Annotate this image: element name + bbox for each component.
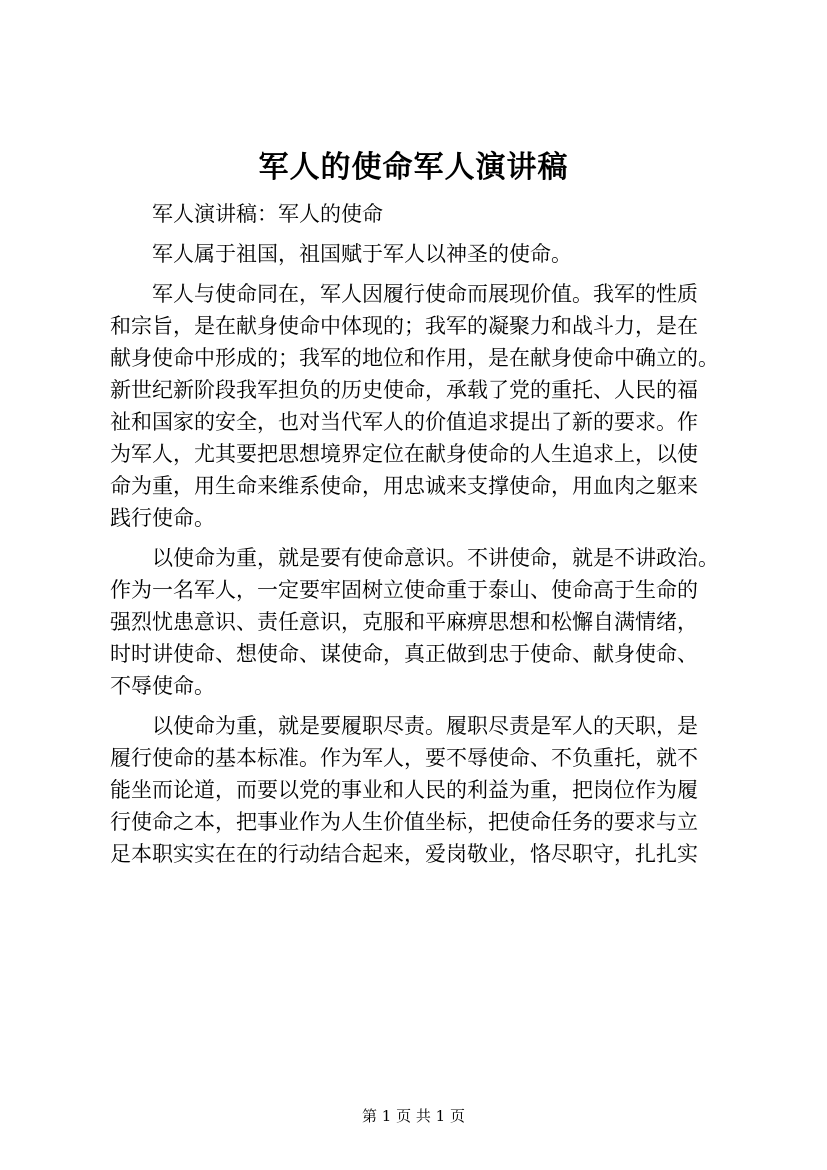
paragraph-line: 军人与使命同在，军人因履行使命而展现价值。我军的性质 <box>152 282 698 306</box>
paragraph-line: 和宗旨，是在献身使命中体现的；我军的凝聚力和战斗力，是在 <box>110 314 698 338</box>
paragraph-line: 履行使命的基本标准。作为军人，要不辱使命、不负重托，就不 <box>110 746 698 770</box>
paragraph-line: 献身使命中形成的；我军的地位和作用，是在献身使命中确立的。 <box>110 346 719 370</box>
paragraph-line: 命为重，用生命来维系使命，用忠诚来支撑使命，用血肉之躯来 <box>110 474 698 498</box>
paragraph-line: 为军人，尤其要把思想境界定位在献身使命的人生追求上，以使 <box>110 442 698 466</box>
paragraph-line: 新世纪新阶段我军担负的历史使命，承载了党的重托、人民的福 <box>110 378 698 402</box>
paragraph-line: 军人属于祖国，祖国赋于军人以神圣的使命。 <box>152 242 572 266</box>
paragraph-line: 时时讲使命、想使命、谋使命，真正做到忠于使命、献身使命、 <box>110 642 698 666</box>
paragraph-line: 作为一名军人，一定要牢固树立使命重于泰山、使命高于生命的 <box>110 578 698 602</box>
page-footer: 第 1 页 共 1 页 <box>362 1107 465 1125</box>
paragraph-line: 祉和国家的安全，也对当代军人的价值追求提出了新的要求。作 <box>110 410 698 434</box>
paragraph-line: 强烈忧患意识、责任意识，克服和平麻痹思想和松懈自满情绪， <box>110 610 698 634</box>
paragraph-1 <box>110 198 720 230</box>
paragraph-line: 军人演讲稿：军人的使命 <box>152 202 383 226</box>
paragraph-line: 足本职实实在在的行动结合起来，爱岗敬业，恪尽职守，扎扎实 <box>110 842 698 866</box>
document-body <box>110 198 720 870</box>
paragraph-line: 行使命之本，把事业作为人生价值坐标，把使命任务的要求与立 <box>110 810 698 834</box>
paragraph-line: 不辱使命。 <box>110 674 215 698</box>
document-title: 军人的使命军人演讲稿 <box>258 150 569 185</box>
paragraph-5 <box>110 710 720 870</box>
paragraph-4 <box>110 542 720 702</box>
paragraph-line: 以使命为重，就是要有使命意识。不讲使命，就是不讲政治。 <box>152 546 719 570</box>
paragraph-3 <box>110 278 720 534</box>
paragraph-2 <box>110 238 720 270</box>
paragraph-line: 以使命为重，就是要履职尽责。履职尽责是军人的天职，是 <box>152 714 698 738</box>
paragraph-line: 能坐而论道，而要以党的事业和人民的利益为重，把岗位作为履 <box>110 778 698 802</box>
paragraph-line: 践行使命。 <box>110 506 215 530</box>
